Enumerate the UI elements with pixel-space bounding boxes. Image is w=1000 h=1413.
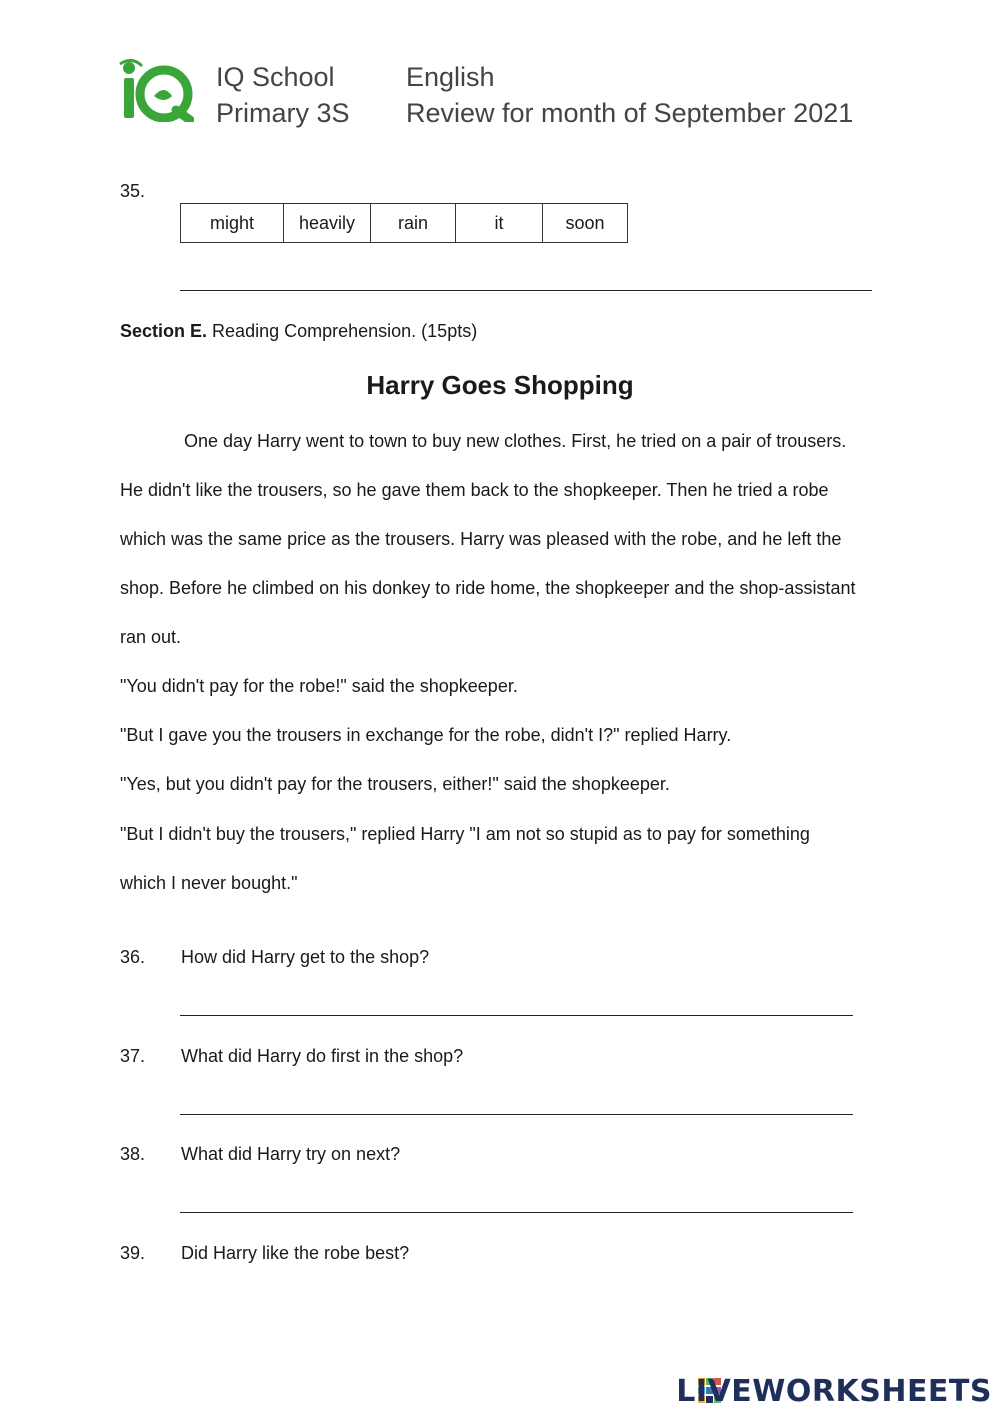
section-text: Reading Comprehension. (15pts) xyxy=(212,321,478,341)
question-text: Did Harry like the robe best? xyxy=(181,1243,410,1263)
story-title: Harry Goes Shopping xyxy=(366,370,634,400)
story-line: ran out. xyxy=(120,627,182,647)
story-line: "You didn't pay for the robe!" said the shopkeeper. xyxy=(120,676,518,696)
word-cell: it xyxy=(456,204,543,243)
question-number: 38. xyxy=(120,1144,146,1164)
question-number: 37. xyxy=(120,1046,146,1066)
school-name: IQ School xyxy=(216,62,335,92)
question-number: 35. xyxy=(120,181,146,201)
answer-line[interactable] xyxy=(180,1114,853,1115)
story-line: which I never bought." xyxy=(120,873,298,893)
answer-line[interactable] xyxy=(180,1015,853,1016)
word-cell: might xyxy=(181,204,284,243)
question-number: 39. xyxy=(120,1243,146,1263)
question-text: How did Harry get to the shop? xyxy=(181,947,430,967)
question-number: 36. xyxy=(120,947,146,967)
section-heading xyxy=(120,320,477,342)
word-table xyxy=(180,203,628,243)
subject-label: English xyxy=(406,62,495,92)
brand-wordmark[interactable]: LIVEWORKSHEETS xyxy=(676,1374,992,1409)
word-cell: soon xyxy=(543,204,628,243)
story-line: He didn't like the trousers, so he gave them back to the shopkeeper. Then he tried a robe xyxy=(120,480,829,500)
story-line: One day Harry went to town to buy new clothes. First, he tried on a pair of trousers. xyxy=(184,431,847,451)
section-label: Section E. xyxy=(120,321,208,341)
question-text: What did Harry try on next? xyxy=(181,1144,401,1164)
word-cell: rain xyxy=(371,204,456,243)
word-cell: heavily xyxy=(284,204,371,243)
story-line: shop. Before he climbed on his donkey to ride home, the shopkeeper and the shop-assistant xyxy=(120,578,856,598)
review-label: Review for month of September 2021 xyxy=(406,98,854,128)
answer-line[interactable] xyxy=(180,1212,853,1213)
grade-label: Primary 3S xyxy=(216,98,350,128)
story-line: "But I gave you the trousers in exchange for the robe, didn't I?" replied Harry. xyxy=(120,725,732,745)
question-text: What did Harry do first in the shop? xyxy=(181,1046,464,1066)
story-line: "Yes, but you didn't pay for the trousers, either!" said the shopkeeper. xyxy=(120,774,670,794)
iq-school-logo xyxy=(118,56,194,122)
story-line: "But I didn't buy the trousers," replied Harry "I am not so stupid as to pay for something xyxy=(120,824,810,844)
story-line: which was the same price as the trousers. Harry was pleased with the robe, and he left the xyxy=(120,529,842,549)
answer-line[interactable] xyxy=(180,290,872,291)
